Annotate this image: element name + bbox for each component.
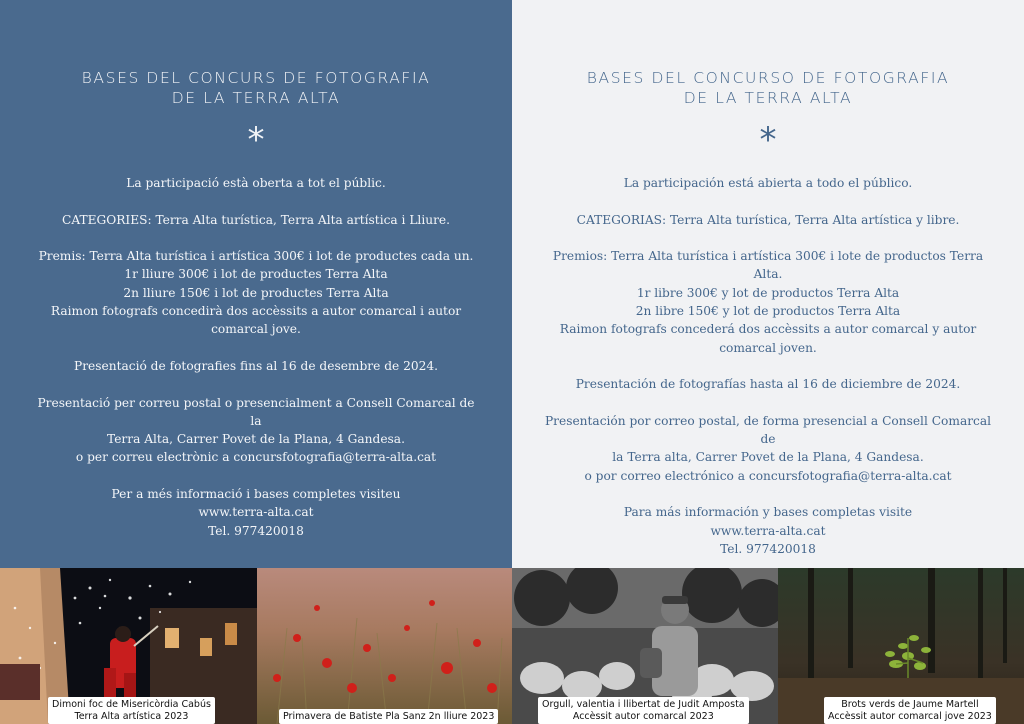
- submission-line-1: Presentació per correu postal o presencialment a Consell Comarcal de la: [37, 395, 475, 428]
- website-link[interactable]: www.terra-alta.cat: [198, 505, 314, 520]
- prizes-line-5: comarcal jove.: [211, 322, 301, 337]
- categories-text: CATEGORIES: Terra Alta turística, Terra Alta artística i Lliure.: [62, 212, 450, 227]
- participation-text: La participació està oberta a tot el públic.: [126, 176, 386, 190]
- photo-fire-devil: [0, 568, 257, 724]
- spanish-title-line2: DE LA TERRA ALTA: [683, 89, 853, 107]
- prizes-line-2: 1r lliure 300€ i lot de productes Terra Alta: [124, 267, 388, 282]
- spanish-title: [512, 68, 1024, 108]
- submission-line-3: o per correu electrònic a concursfotografia@terra-alta.cat: [75, 450, 437, 465]
- asterisk-icon: *: [247, 120, 265, 160]
- prizes-line-5: comarcal joven.: [719, 340, 817, 355]
- submission-line-2: la Terra alta, Carrer Povet de la Plana, 4 Gandesa.: [612, 450, 924, 465]
- prizes-line-4: Raimon fotografs concedirà dos accèssits a autor comarcal i autor: [50, 304, 462, 319]
- info-text: Para más información y bases completas visite: [623, 505, 913, 520]
- photo-green-sprouts: [778, 568, 1024, 724]
- prizes-line-3: 2n lliure 150€ i lot de productes Terra Alta: [123, 285, 389, 300]
- catalan-title-line1: BASES DEL CONCURS DE FOTOGRAFIA: [81, 69, 431, 87]
- submission-line-2: Terra Alta, Carrer Povet de la Plana, 4 Gandesa.: [107, 432, 405, 447]
- catalan-title: [0, 68, 512, 108]
- spanish-title-line1: BASES DEL CONCURSO DE FOTOGRAFIA: [586, 69, 950, 87]
- prizes-line-4: Raimon fotografs concederá dos accèssits a autor comarcal y autor: [559, 322, 977, 337]
- phone-text: Tel. 977420018: [720, 541, 816, 556]
- poppy-field-image: [257, 568, 512, 724]
- photo-caption: Brots verds de Jaume Martell Accèssit autor comarcal jove 2023: [824, 697, 996, 724]
- photo-shepherd: [512, 568, 778, 724]
- prizes-line-1: Premis: Terra Alta turística i artística 300€ i lot de productes cada un.: [38, 249, 474, 264]
- phone-text: Tel. 977420018: [208, 523, 304, 538]
- spanish-body: [512, 174, 1024, 558]
- prizes-line-3: 2n libre 150€ y lot de productos Terra Alta: [635, 304, 901, 319]
- deadline-text: Presentació de fotografies fins al 16 de desembre de 2024.: [74, 358, 438, 373]
- asterisk-icon: *: [759, 120, 777, 160]
- catalan-body: [0, 174, 512, 540]
- prizes-line-1: Premios: Terra Alta turística i artística 300€ i lote de productos Terra Alta.: [552, 249, 984, 282]
- photo-poppy-field: [257, 568, 512, 724]
- spanish-panel: [512, 0, 1024, 568]
- categories-text: CATEGORIAS: Terra Alta turística, Terra Alta artística y libre.: [576, 212, 960, 227]
- participation-text: La participación está abierta a todo el público.: [623, 176, 913, 190]
- photo-caption: Dimoni foc de Misericòrdia Cabús Terra Alta artística 2023: [48, 697, 215, 724]
- prizes-line-2: 1r libre 300€ y lot de productos Terra Alta: [636, 285, 900, 300]
- photo-caption: Orgull, valentia i llibertat de Judit Amposta Accèssit autor comarcal 2023: [538, 697, 749, 724]
- photo-caption: Primavera de Batiste Pla Sanz 2n lliure 2023: [279, 709, 498, 724]
- website-link[interactable]: www.terra-alta.cat: [710, 523, 826, 538]
- deadline-text: Presentación de fotografías hasta al 16 de diciembre de 2024.: [575, 377, 961, 392]
- catalan-panel: [0, 0, 512, 568]
- submission-line-3: o por correo electrónico a concursfotografia@terra-alta.cat: [584, 468, 952, 483]
- photo-strip: [0, 568, 1024, 724]
- submission-line-1: Presentación por correo postal, de forma presencial a Consell Comarcal de: [544, 413, 992, 447]
- info-text: Per a més informació i bases completes visiteu: [111, 487, 401, 502]
- catalan-title-line2: DE LA TERRA ALTA: [171, 89, 341, 107]
